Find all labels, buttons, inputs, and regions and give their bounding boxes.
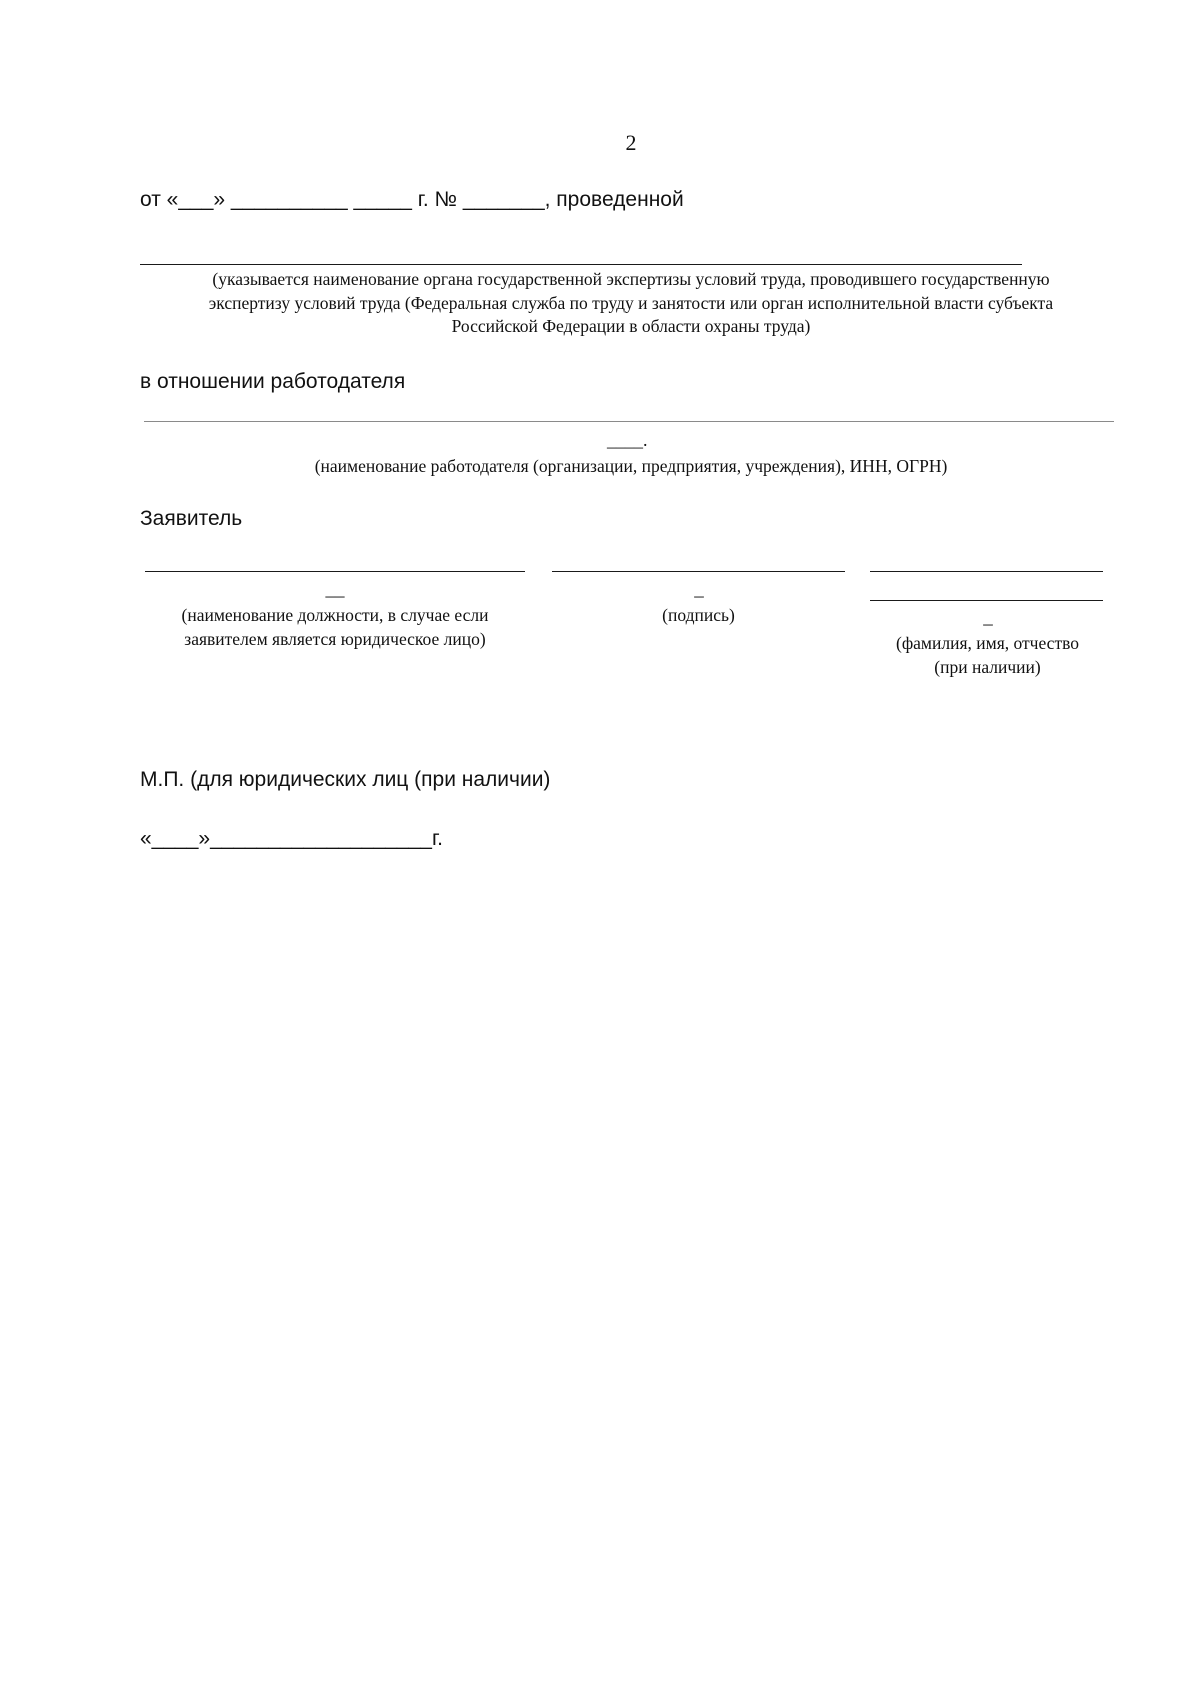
employer-end-mark: ____. (607, 430, 648, 450)
position-field-line (145, 571, 525, 572)
signature-field-line (552, 571, 845, 572)
employer-field-line (144, 421, 1114, 422)
expertise-body-note-line: (указывается наименование органа государственной экспертизы условий труда, проводившего государственную (212, 269, 1050, 289)
full-name-field-line (870, 571, 1103, 572)
expertise-body-field-line (140, 264, 1022, 265)
employer-note-line: (наименование работодателя (организации, предприятия, учреждения), ИНН, ОГРН) (314, 456, 948, 476)
expertise-body-note-line: Российской Федерации в области охраны труда) (451, 316, 811, 336)
position-mark: __ (325, 579, 345, 600)
full-name-note-line: (фамилия, имя, отчество (896, 633, 1079, 653)
signature-note-line: (подпись) (662, 605, 735, 625)
full-name-note-line: (при наличии) (934, 656, 1041, 677)
applicant-label: Заявитель (140, 507, 243, 530)
signature-mark: _ (694, 579, 704, 600)
expertise-body-note (140, 268, 1122, 339)
expertise-body-note-line: экспертизу условий труда (Федеральная служба по труду и занятости или орган исполнительной власти субъекта (208, 292, 1054, 313)
full-name-field-line-2 (870, 600, 1103, 601)
position-note (140, 604, 530, 651)
employer-note (0, 455, 1200, 479)
footer-date-line: «____»___________________г. (140, 827, 443, 850)
signature-note (552, 604, 845, 628)
page-number: 2 (625, 130, 637, 155)
full-name-note (855, 632, 1120, 679)
position-note-line: заявителем является юридическое лицо) (184, 628, 486, 649)
position-note-line: (наименование должности, в случае если (181, 605, 489, 625)
full-name-mark: _ (983, 607, 993, 628)
date-number-line: от «___» __________ _____ г. № _______, проведенной (140, 188, 684, 211)
employer-label: в отношении работодателя (140, 370, 406, 393)
seal-label: М.П. (для юридических лиц (при наличии) (140, 768, 551, 791)
